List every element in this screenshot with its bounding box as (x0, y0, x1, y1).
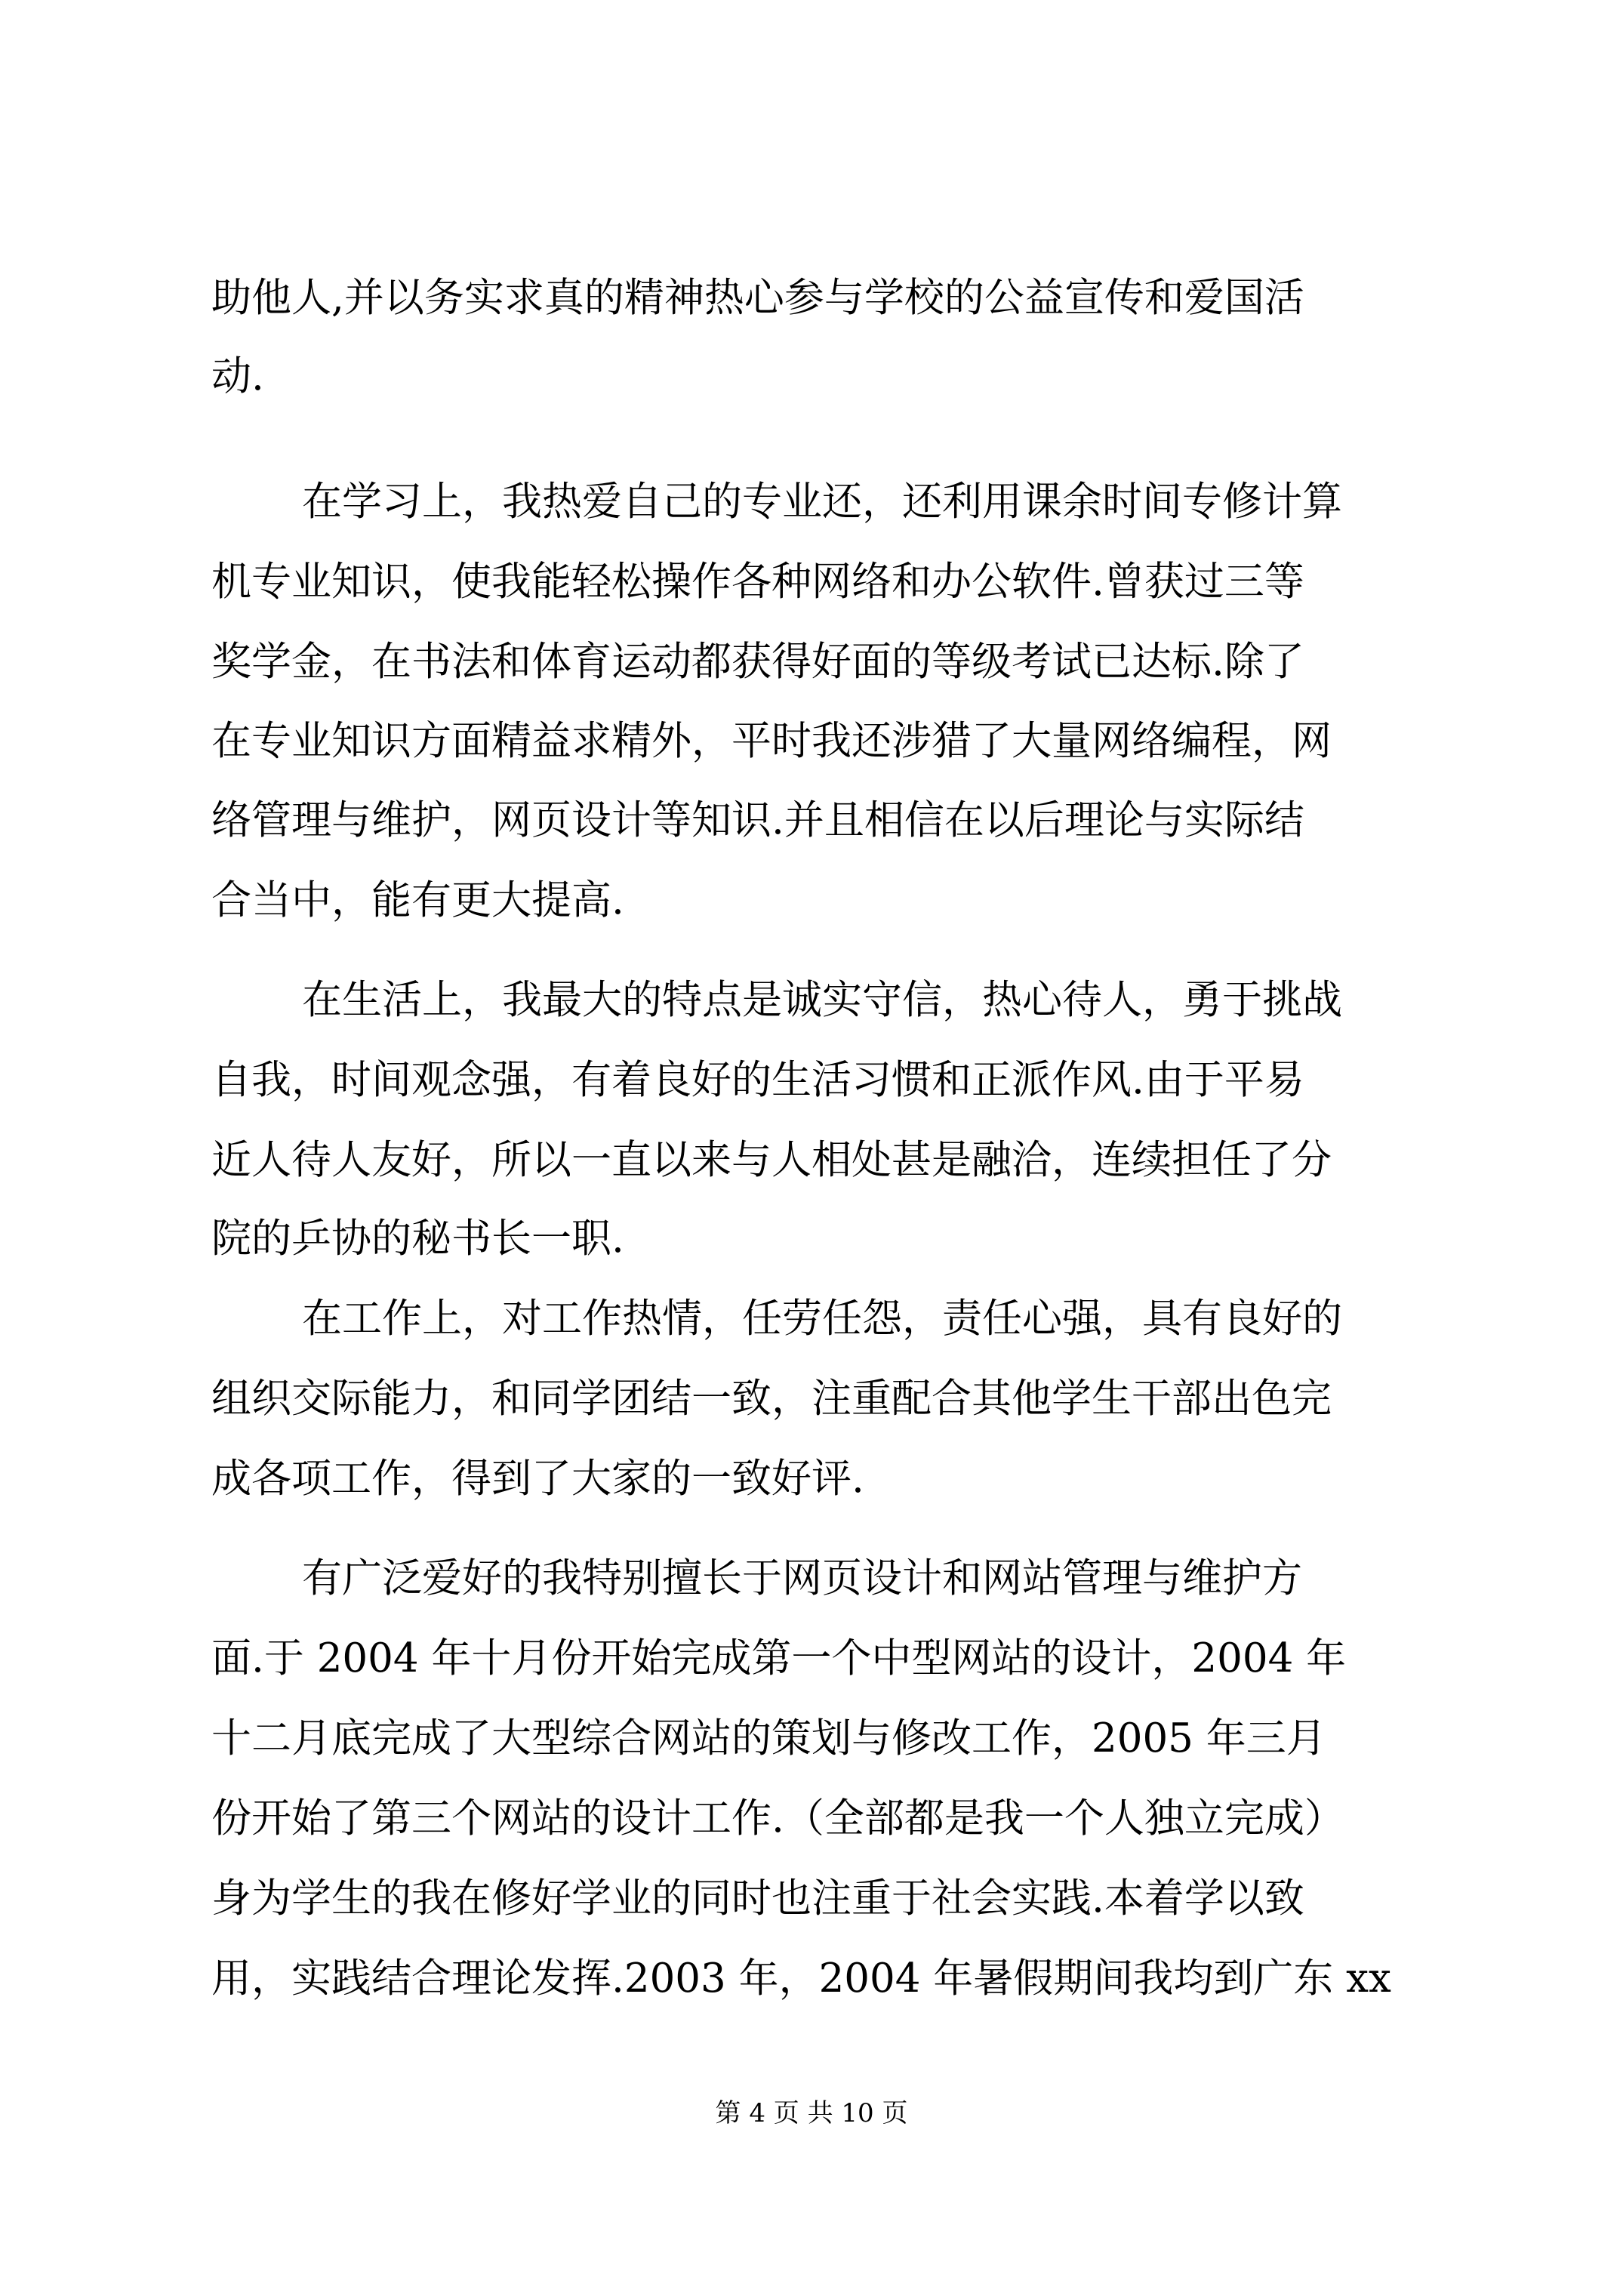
text-line: 自我，时间观念强，有着良好的生活习惯和正派作风.由于平易 (211, 1057, 1304, 1103)
text-line: 份开始了第三个网站的设计工作.（全部都是我一个人独立完成） (211, 1795, 1344, 1841)
text-line: 院的乒协的秘书长一职. (211, 1216, 624, 1262)
text-line: 组织交际能力，和同学团结一致，注重配合其他学生干部出色完 (211, 1376, 1332, 1422)
paragraph-first-line: 在工作上，对工作热情，任劳任怨，责任心强，具有良好的 (302, 1296, 1342, 1342)
text-line: 络管理与维护，网页设计等知识.并且相信在以后理论与实际结 (211, 797, 1304, 843)
text-line: 十二月底完成了大型综合网站的策划与修改工作，2005 年三月 (211, 1715, 1326, 1761)
text-line: 用，实践结合理论发挥.2003 年，2004 年暑假期间我均到广东 xx (211, 1955, 1391, 2002)
page-number-footer: 第 4 页 共 10 页 (715, 2098, 908, 2128)
paragraph-first-line: 有广泛爱好的我特别擅长于网页设计和网站管理与维护方 (302, 1555, 1302, 1601)
text-line: 助他人,并以务实求真的精神热心参与学校的公益宣传和爱国活 (211, 275, 1304, 321)
paragraph-first-line: 在学习上，我热爱自己的专业还，还利用课余时间专修计算 (302, 479, 1342, 525)
text-line: 机专业知识，使我能轻松操作各种网络和办公软件.曾获过三等 (211, 559, 1304, 605)
text-line: 在专业知识方面精益求精外，平时我还涉猎了大量网络编程，网 (211, 718, 1332, 764)
text-line: 成各项工作，得到了大家的一致好评. (211, 1456, 864, 1502)
text-line: 奖学金，在书法和体育运动都获得好面的等级考试已达标.除了 (211, 639, 1304, 685)
text-line: 动. (211, 353, 264, 399)
text-line: 身为学生的我在修好学业的同时也注重于社会实践.本着学以致 (211, 1875, 1304, 1922)
paragraph-first-line: 在生活上，我最大的特点是诚实守信，热心待人，勇于挑战 (302, 977, 1342, 1023)
text-line: 合当中，能有更大提高. (211, 877, 624, 923)
text-line: 面.于 2004 年十月份开始完成第一个中型网站的设计，2004 年 (211, 1635, 1347, 1681)
text-line: 近人待人友好，所以一直以来与人相处甚是融洽，连续担任了分 (211, 1137, 1332, 1183)
